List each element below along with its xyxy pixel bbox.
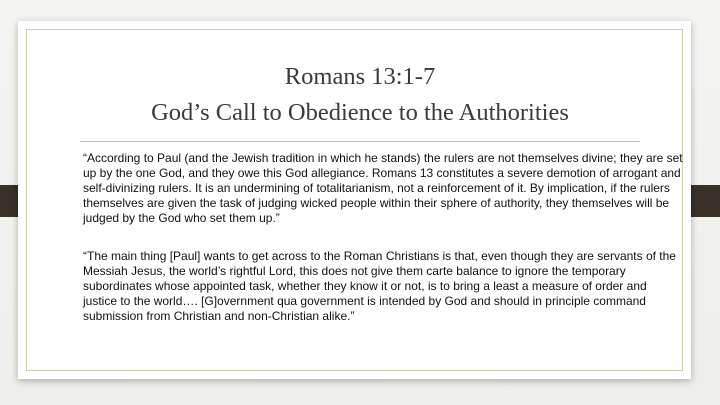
quote-paragraph-1: “According to Paul (and the Jewish tradition in which he stands) the rulers are not themselves divine; they are set up by the one God, and they owe this God allegiance. Romans 13 constitutes a severe demotion of arrogant and self-divinizing rulers. It is an undermining of totalitarianism, not a reinforcement of it. By implication, if the rulers themselves are given the task of judging wicked people within their sphere of authority, they themselves will be judged by the God who set them up.” <box>83 151 683 225</box>
quote-paragraph-2: “The main thing [Paul] wants to get across to the Roman Christians is that, even though they are servants of the Messiah Jesus, the world’s rightful Lord, this does not give them carte balance to ignore the temporary subordinates whose appointed task, whether they know it or not, is to bring a least a measure of order and justice to the world…. [G]overnment qua government is intended by God and should in principle command submission from Christian and non-Christian alike.” <box>83 249 676 323</box>
slide-title-line-2: God’s Call to Obedience to the Authorities <box>151 99 569 126</box>
slide-title-line-1: Romans 13:1-7 <box>284 63 436 90</box>
title-divider <box>80 141 640 142</box>
